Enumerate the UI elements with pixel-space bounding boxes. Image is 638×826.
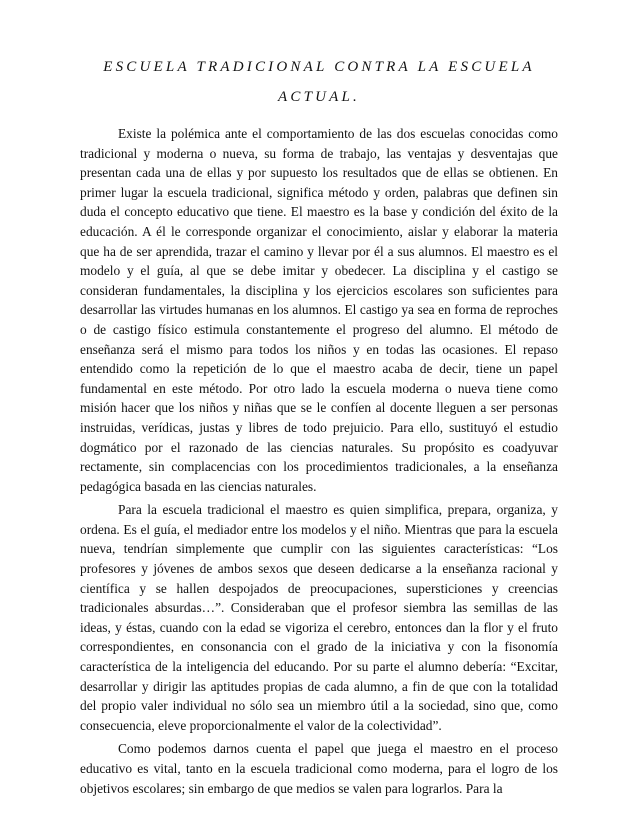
paragraph-1: Existe la polémica ante el comportamiento de las dos escuelas conocidas como tradicional y moderna o nueva, su forma de trabajo, las ventajas y desventajas que presentan cada una de ellas y por supuesto los resultados que de ellas se obtienen. En primer lugar la escuela tradicional, significa método y orden, palabras que definen sin duda el concepto educativo que tiene. El maestro es la base y condición del éxito de la educación. A él le corresponde organizar el conocimiento, aislar y elaborar la materia que ha de ser aprendida, trazar el camino y llevar por él a sus alumnos. El maestro es el modelo y el guía, al que se debe imitar y obedecer. La disciplina y el castigo se consideran fundamentales, la disciplina y los ejercicios escolares son suficientes para desarrollar las virtudes humanas en los alumnos. El castigo ya sea en forma de reproches o de castigo físico estimula constantemente el progreso del alumno. El método de enseñanza será el mismo para todos los niños y en todas las ocasiones. El repaso entendido como la repetición de lo que el maestro acaba de decir, tiene un papel fundamental en este método. Por otro lado la escuela moderna o nueva tiene como misión hacer que los niños y niñas que se le confíen al docente lleguen a ser personas instruidas, verídicas, justas y libres de todo prejuicio. Para ello, sustituyó el estudio dogmático por el razonado de las ciencias naturales. Su propósito es coadyuvar rectamente, sin complacencias con los procedimientos tradicionales, a la enseñanza pedagógica basada en las ciencias naturales. [80, 126, 558, 494]
title-line-2: ACTUAL. [278, 89, 360, 105]
title-line-1: ESCUELA TRADICIONAL CONTRA LA ESCUELA [103, 59, 535, 75]
paragraph-2: Para la escuela tradicional el maestro es quien simplifica, prepara, organiza, y ordena. Es el guía, el mediador entre los modelos y el niño. Mientras que para la escuela nueva, tendrían simplemente que cumplir con las siguientes características: “Los profesores y jóvenes de ambos sexos que deseen dedicarse a la enseñanza racional y científica y se hallen despojados de preocupaciones, supersticiones y creencias tradicionales absurdas…”. Consideraban que el profesor siembra las semillas de las ideas, y éstas, cuando con la edad se vigoriza el cerebro, entonces dan la flor y el fruto correspondientes, en consonancia con el grado de la iniciativa y con la fisonomía característica de la inteligencia del educando. Por su parte el alumno debería: “Excitar, desarrollar y dirigir las aptitudes propias de cada alumno, a fin de que con la totalidad del propio valer individual no sólo sea un miembro útil a la sociedad, sino que, como consecuencia, eleve proporcionalmente el valor de la colectividad”. [80, 502, 558, 733]
document-title [80, 52, 558, 112]
paragraph-3: Como podemos darnos cuenta el papel que juega el maestro en el proceso educativo es vital, tanto en la escuela tradicional como moderna, para el logro de los objetivos escolares; sin embargo de que medios se valen para lograrlos. Para la [80, 741, 558, 796]
